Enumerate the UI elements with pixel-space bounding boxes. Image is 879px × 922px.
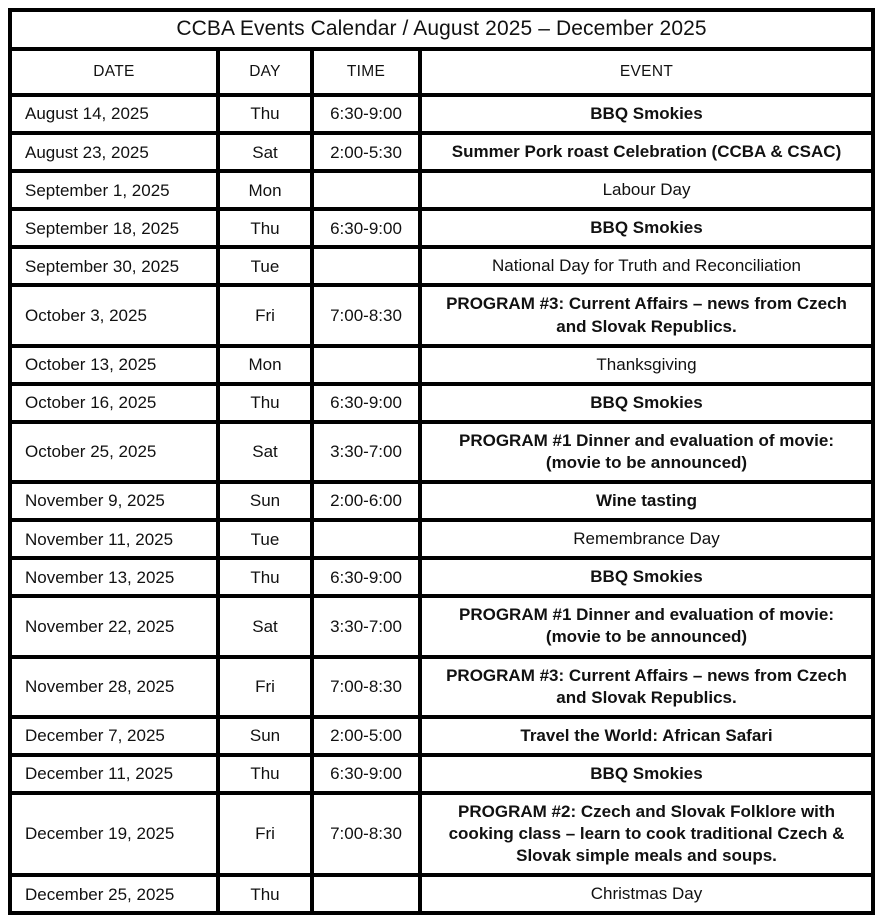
event-title: National Day for Truth and Reconciliation: [420, 247, 873, 285]
table-row: [10, 422, 873, 482]
table-row: [10, 209, 873, 247]
table-row: [10, 384, 873, 422]
event-time: [312, 247, 420, 285]
event-title: Summer Pork roast Celebration (CCBA & CSAC): [420, 133, 873, 171]
table-row: [10, 558, 873, 596]
event-title: PROGRAM #2: Czech and Slovak Folklore with cooking class – learn to cook traditional Czech & Slovak simple meals and soups.: [420, 793, 873, 875]
event-time: 3:30-7:00: [312, 422, 420, 482]
event-time: 6:30-9:00: [312, 384, 420, 422]
event-title: Wine tasting: [420, 482, 873, 520]
table-row: [10, 520, 873, 558]
event-title: BBQ Smokies: [420, 95, 873, 133]
table-row: [10, 755, 873, 793]
event-time: [312, 171, 420, 209]
event-time: 2:00-5:30: [312, 133, 420, 171]
event-title: Labour Day: [420, 171, 873, 209]
event-day: Sat: [218, 422, 312, 482]
event-title: PROGRAM #3: Current Affairs – news from Czech and Slovak Republics.: [420, 285, 873, 345]
event-date: November 13, 2025: [10, 558, 218, 596]
table-row: [10, 95, 873, 133]
event-title: PROGRAM #1 Dinner and evaluation of movie: (movie to be announced): [420, 596, 873, 656]
event-day: Fri: [218, 793, 312, 875]
event-day: Sun: [218, 482, 312, 520]
events-table-body: [10, 10, 873, 913]
event-date: October 13, 2025: [10, 346, 218, 384]
table-row: [10, 133, 873, 171]
event-time: 7:00-8:30: [312, 793, 420, 875]
event-time: 7:00-8:30: [312, 285, 420, 345]
event-date: December 7, 2025: [10, 717, 218, 755]
table-row: [10, 482, 873, 520]
table-row: [10, 346, 873, 384]
event-date: September 1, 2025: [10, 171, 218, 209]
event-title: PROGRAM #1 Dinner and evaluation of movie: (movie to be announced): [420, 422, 873, 482]
event-date: August 23, 2025: [10, 133, 218, 171]
event-day: Mon: [218, 171, 312, 209]
event-date: October 25, 2025: [10, 422, 218, 482]
event-date: November 22, 2025: [10, 596, 218, 656]
event-title: BBQ Smokies: [420, 755, 873, 793]
event-title: Thanksgiving: [420, 346, 873, 384]
event-day: Tue: [218, 520, 312, 558]
event-title: Christmas Day: [420, 875, 873, 913]
table-row: [10, 247, 873, 285]
event-day: Sat: [218, 133, 312, 171]
event-date: December 25, 2025: [10, 875, 218, 913]
event-date: September 18, 2025: [10, 209, 218, 247]
event-title: BBQ Smokies: [420, 384, 873, 422]
event-day: Fri: [218, 285, 312, 345]
title-row: [10, 10, 873, 49]
event-day: Thu: [218, 95, 312, 133]
event-title: BBQ Smokies: [420, 209, 873, 247]
event-date: November 11, 2025: [10, 520, 218, 558]
event-date: August 14, 2025: [10, 95, 218, 133]
event-time: 2:00-6:00: [312, 482, 420, 520]
event-date: December 11, 2025: [10, 755, 218, 793]
event-day: Sat: [218, 596, 312, 656]
event-title: BBQ Smokies: [420, 558, 873, 596]
event-day: Mon: [218, 346, 312, 384]
event-day: Thu: [218, 755, 312, 793]
table-row: [10, 793, 873, 875]
table-row: [10, 285, 873, 345]
event-time: 7:00-8:30: [312, 657, 420, 717]
column-header-time: TIME: [312, 49, 420, 95]
events-calendar-table: [8, 8, 875, 915]
column-header-day: DAY: [218, 49, 312, 95]
event-day: Sun: [218, 717, 312, 755]
event-time: [312, 520, 420, 558]
header-row: [10, 49, 873, 95]
event-day: Fri: [218, 657, 312, 717]
event-date: November 28, 2025: [10, 657, 218, 717]
event-day: Tue: [218, 247, 312, 285]
event-date: October 3, 2025: [10, 285, 218, 345]
event-time: 6:30-9:00: [312, 95, 420, 133]
event-day: Thu: [218, 875, 312, 913]
event-time: 2:00-5:00: [312, 717, 420, 755]
column-header-date: DATE: [10, 49, 218, 95]
table-row: [10, 171, 873, 209]
table-row: [10, 596, 873, 656]
event-time: 3:30-7:00: [312, 596, 420, 656]
table-title: CCBA Events Calendar / August 2025 – December 2025: [10, 10, 873, 49]
table-row: [10, 657, 873, 717]
event-title: Travel the World: African Safari: [420, 717, 873, 755]
event-day: Thu: [218, 558, 312, 596]
event-title: PROGRAM #3: Current Affairs – news from Czech and Slovak Republics.: [420, 657, 873, 717]
event-title: Remembrance Day: [420, 520, 873, 558]
column-header-event: EVENT: [420, 49, 873, 95]
table-row: [10, 717, 873, 755]
event-date: December 19, 2025: [10, 793, 218, 875]
event-time: [312, 346, 420, 384]
event-date: November 9, 2025: [10, 482, 218, 520]
event-day: Thu: [218, 384, 312, 422]
event-date: September 30, 2025: [10, 247, 218, 285]
event-time: [312, 875, 420, 913]
event-day: Thu: [218, 209, 312, 247]
event-date: October 16, 2025: [10, 384, 218, 422]
event-time: 6:30-9:00: [312, 558, 420, 596]
event-time: 6:30-9:00: [312, 755, 420, 793]
event-time: 6:30-9:00: [312, 209, 420, 247]
table-row: [10, 875, 873, 913]
